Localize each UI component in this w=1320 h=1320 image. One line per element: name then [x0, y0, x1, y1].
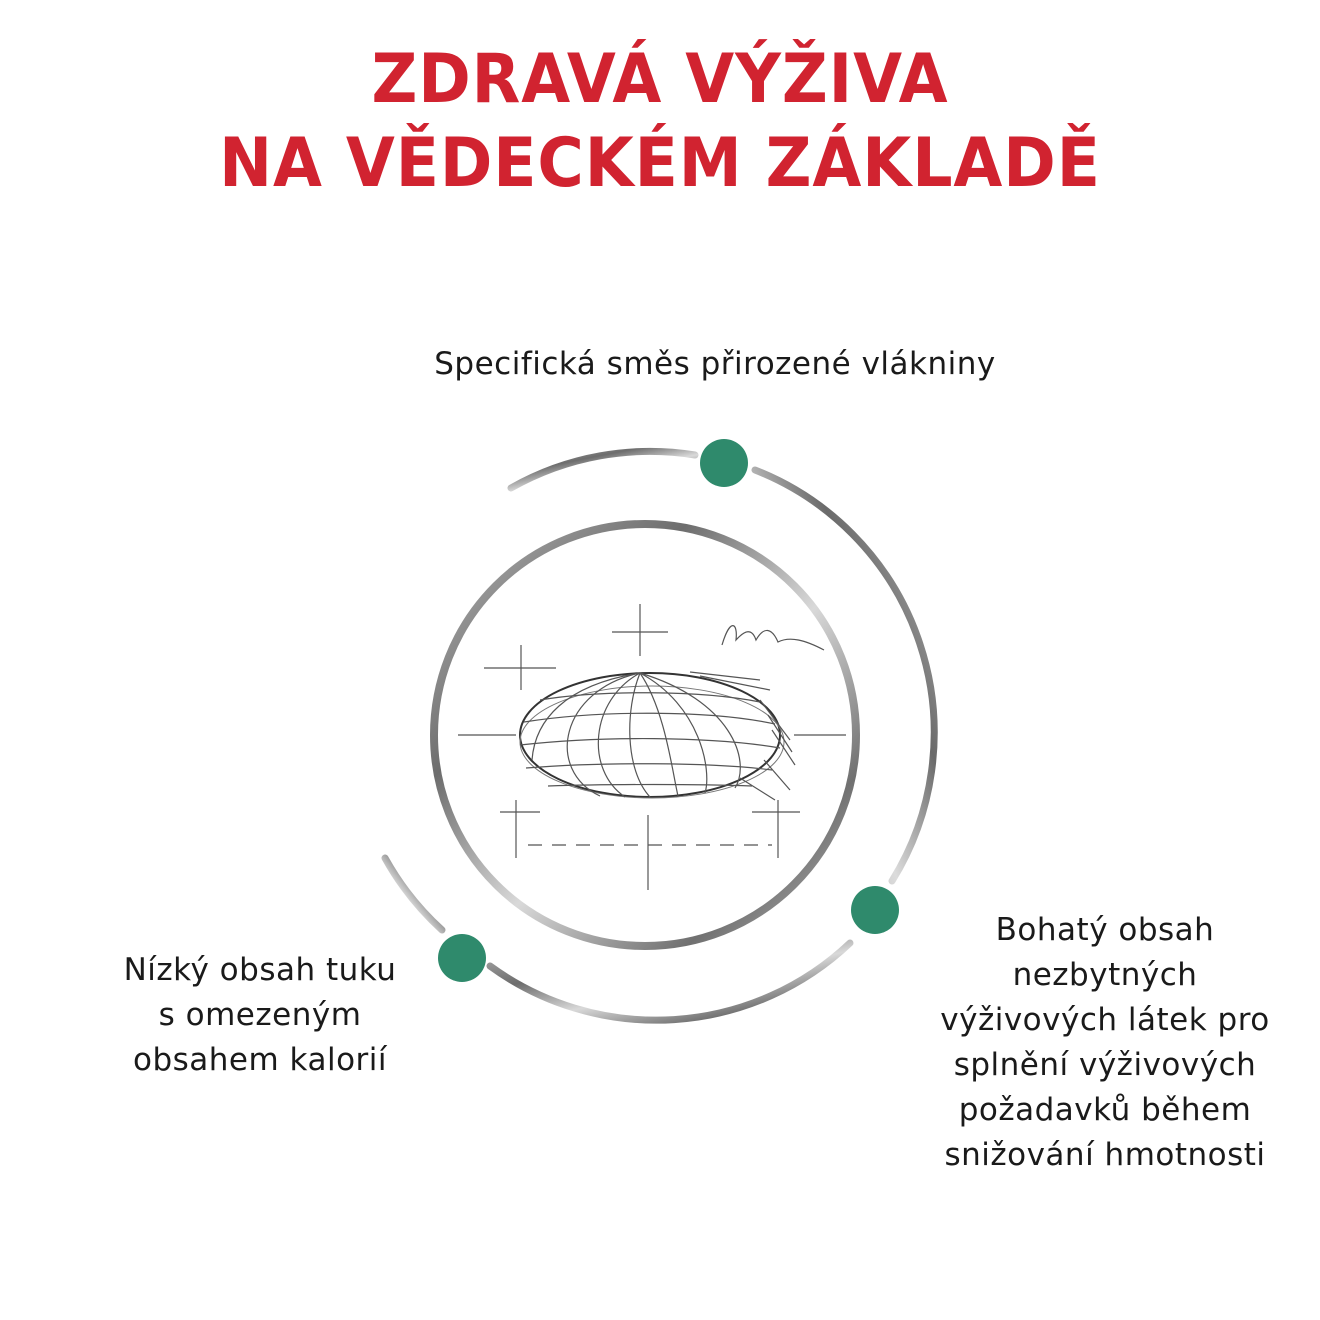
feature-line: splnění výživových: [953, 1047, 1257, 1083]
headline-line-1: ZDRAVÁ VÝŽIVA: [371, 40, 949, 119]
feature-line: snižování hmotnosti: [944, 1137, 1266, 1173]
feature-line: obsahem kalorií: [132, 1042, 388, 1078]
kibble-sketch-icon: [458, 604, 846, 890]
outer-ring-arc-top: [511, 451, 695, 488]
marker-dot-top: [700, 439, 748, 487]
feature-line: s omezeným: [158, 997, 362, 1033]
headline-line-2: NA VĚDECKÉM ZÁKLADĚ: [219, 124, 1101, 203]
outer-ring-arc-left: [385, 858, 442, 930]
feature-line: Bohatý obsah: [995, 912, 1215, 948]
feature-line: nezbytných: [1012, 957, 1198, 993]
feature-line: Nízký obsah tuku: [123, 952, 397, 988]
feature-nutrients: [900, 908, 1310, 1178]
outer-ring-arc-bottom: [490, 943, 850, 1020]
feature-low-fat: [80, 948, 440, 1083]
feature-line: výživových látek pro: [940, 1002, 1270, 1038]
feature-line: Specifická směs přirozené vlákniny: [434, 346, 996, 382]
marker-dot-right: [851, 886, 899, 934]
feature-fiber-blend: [300, 342, 1130, 387]
feature-line: požadavků během: [958, 1092, 1252, 1128]
marker-dot-left: [438, 934, 486, 982]
